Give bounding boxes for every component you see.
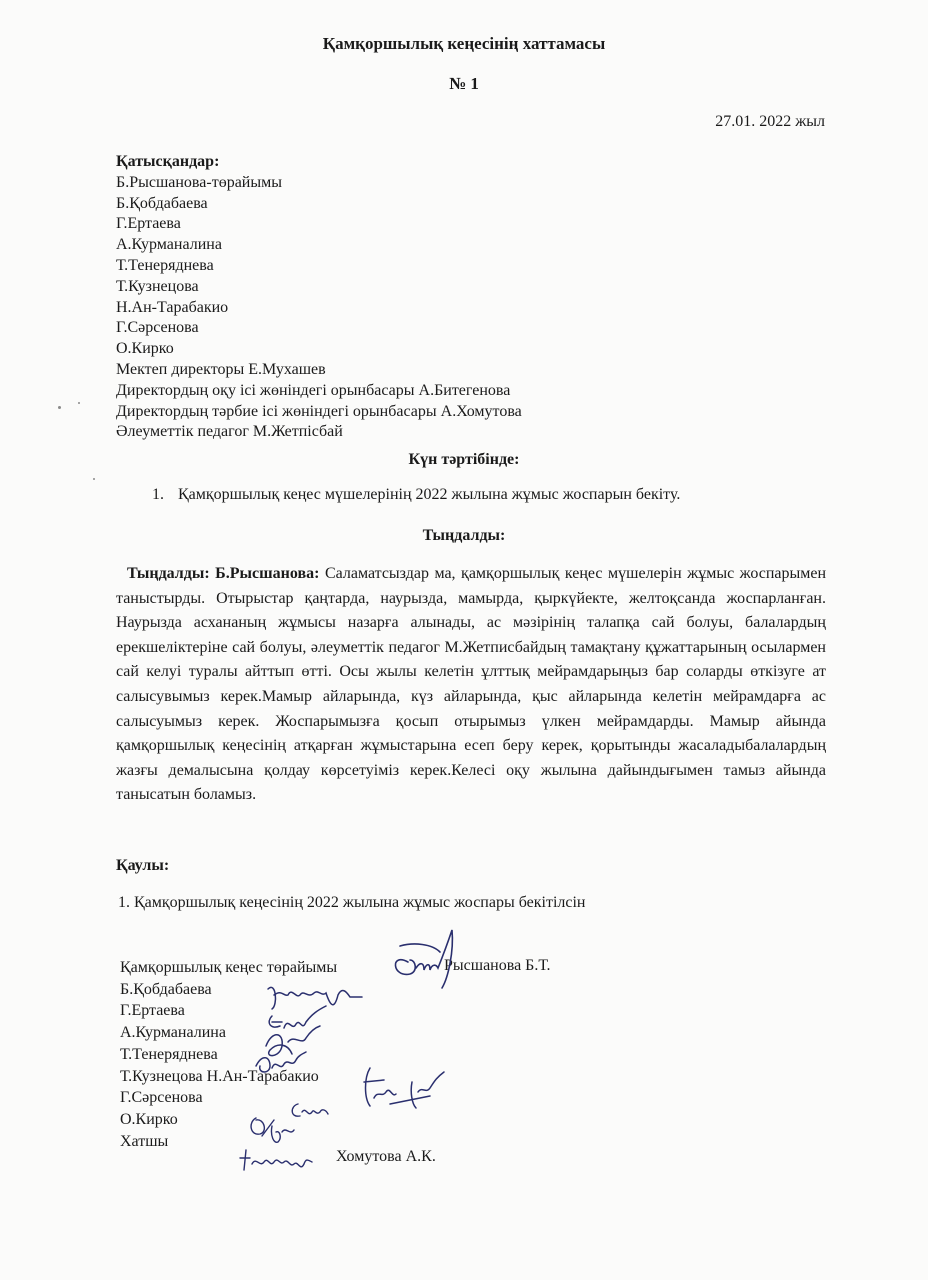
- chair-signature: [380, 922, 460, 992]
- participant-item: Н.Ан-Тарабакио: [116, 298, 229, 316]
- participant-item: Т.Кузнецова: [116, 277, 199, 295]
- participant-item: Директордың оқу ісі жөніндегі орынбасары А.Битегенова: [116, 381, 511, 399]
- signature-member: О.Кирко: [120, 1110, 178, 1128]
- member-signature-4: [250, 1048, 310, 1078]
- chair-name: Рысшанова Б.Т.: [444, 957, 551, 974]
- agenda-item: [152, 486, 680, 504]
- participant-item: Б.Рысшанова-төрайымы: [116, 173, 282, 191]
- secretary-label: Хатшы: [120, 1132, 169, 1150]
- signature-member: Г.Ертаева: [120, 1002, 185, 1020]
- participant-item: Т.Тенеряднева: [116, 256, 214, 274]
- agenda-item-number: 1.: [152, 486, 164, 503]
- participant-item: Г.Сәрсенова: [116, 319, 199, 337]
- participants-section: [116, 152, 522, 443]
- signature-member: Г.Сәрсенова: [120, 1089, 203, 1107]
- signature-member: Т.Кузнецова Н.Ан-Тарабакио: [120, 1067, 319, 1085]
- participant-item: О.Кирко: [116, 340, 174, 358]
- document-title: Қамқоршылық кеңесінің хаттамасы: [322, 34, 606, 53]
- heard-text: Саламатсыздар ма, қамқоршылық кеңес мүшелерін жұмыс жоспарымен таныстырды. Отырыстар қаңтарда, наурызда, мамырда, қыркүйекте, желтоқсанда жоспарланған. Наурызда асхананың жұмысы назарға алынады, ас мәзірінің талапқа сай болуы, балалардың ерекшеліктеріне сай болуы, әлеуметтік педагог М.Жетписбайдың тамақтану құжаттарының осылармен сай келуі туралы айттып өтті. Осы жылы келетін ұлттық мейрамдарыңыз бар соларды өткізуге ат салысувымыз керек.Мамыр айларында, күз айларында, қыс айларында келетін мейрамдарға ас салысуымыз керек. Жоспарымызға қосып отырымыз үлкен мейрамдарды. Мамыр айында қамқоршылық кеңесінің атқарған жұмыстарына есеп беру керек, қорытынды жасаладыбалалардың жазғы демалысына қолдау көрсетуіміз керек.Келесі оқу жылына дайындығымен тамыз айында танысатын боламыз.: [116, 565, 827, 804]
- decision-heading: Қаулы:: [116, 857, 170, 874]
- agenda-item-text: Қамқоршылық кеңес мүшелерінің 2022 жылына жұмыс жоспарын бекіту.: [178, 486, 681, 503]
- document-number: № 1: [449, 74, 479, 93]
- secretary-name: Хомутова А.К.: [336, 1148, 436, 1165]
- document-date: 27.01. 2022 жыл: [715, 113, 825, 130]
- chair-label: Қамқоршылық кеңес төрайымы: [120, 959, 338, 976]
- signature-member: Т.Тенеряднева: [120, 1045, 218, 1063]
- participant-item: Әлеуметтік педагог М.Жетпісбай: [116, 423, 343, 441]
- participant-item: Мектеп директоры Е.Мухашев: [116, 360, 326, 378]
- scan-speck: [78, 402, 80, 404]
- signature-member: Б.Қобдабаева: [120, 980, 212, 998]
- heard-speaker-label: Тыңдалды: Б.Рысшанова:: [126, 565, 320, 582]
- agenda-heading: Күн тәртібінде:: [408, 451, 520, 468]
- participants-heading: Қатысқандар:: [116, 153, 220, 170]
- secretary-signature: [234, 1146, 324, 1176]
- decision-item: 1. Қамқоршылық кеңесінің 2022 жылына жұмыс жоспары бекітілсін: [118, 894, 586, 911]
- scan-speck: [93, 478, 95, 480]
- signature-member: А.Курманалина: [120, 1024, 226, 1042]
- participant-item: А.Курманалина: [116, 236, 222, 254]
- heard-paragraph: [116, 562, 826, 808]
- participant-item: Г.Ертаева: [116, 215, 181, 233]
- heard-heading: Тыңдалды:: [422, 527, 506, 544]
- member-signature-5: [360, 1058, 450, 1118]
- participant-item: Директордың тәрбие ісі жөніндегі орынбасары А.Хомутова: [116, 402, 522, 420]
- scan-speck: [58, 406, 61, 409]
- participant-item: Б.Қобдабаева: [116, 194, 208, 212]
